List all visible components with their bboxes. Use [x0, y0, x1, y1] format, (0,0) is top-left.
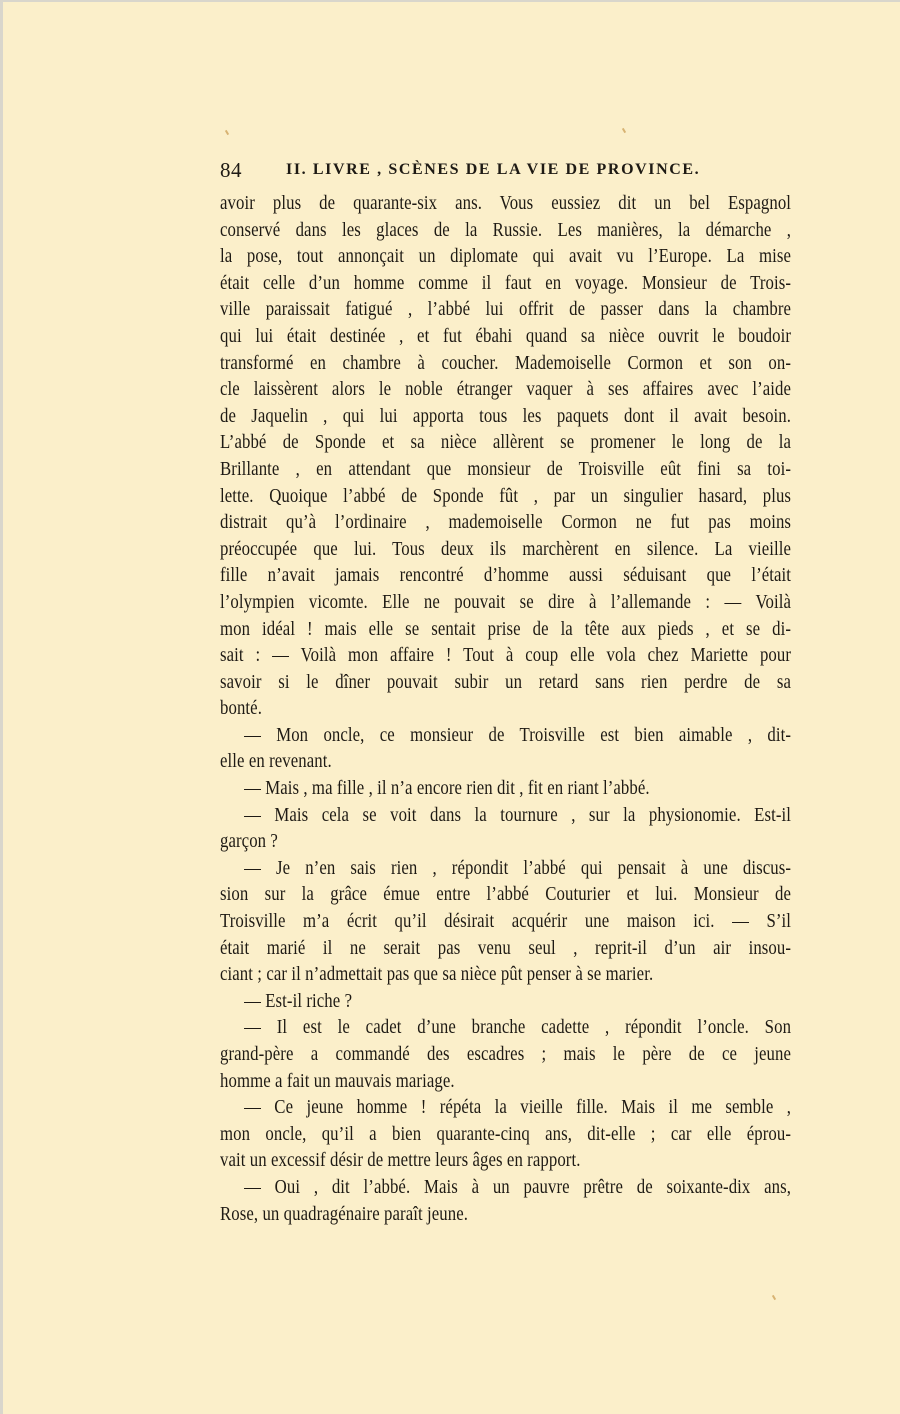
paper-speck — [622, 128, 626, 133]
running-head: II. LIVRE , SCÈNES DE LA VIE DE PROVINCE. — [286, 161, 701, 178]
paragraph — [220, 191, 791, 723]
text-line: l’olympien vicomte. Elle ne pouvait se dire à l’allemande : — Voilà — [220, 591, 792, 613]
text-line: — Mais cela se voit dans la tournure , sur la physionomie. Est-il — [244, 804, 792, 826]
text-line: préoccupée que lui. Tous deux ils marchèrent en silence. La vieille — [220, 538, 792, 560]
text-line: Troisville m’a écrit qu’il désirait acquérir une maison ici. — S’il — [220, 911, 792, 933]
text-line: Brillante , en attendant que monsieur de Troisville eût fini sa toi- — [220, 458, 792, 480]
paragraph — [220, 1095, 791, 1175]
paper-speck — [772, 1295, 776, 1300]
text-line: avoir plus de quarante-six ans. Vous eussiez dit un bel Espagnol — [220, 193, 792, 214]
page-header — [220, 158, 795, 184]
paragraph — [220, 803, 791, 856]
paragraph — [220, 723, 791, 776]
text-line: — Je n’en sais rien , répondit l’abbé qui pensait à une discus- — [244, 857, 792, 879]
text-line: sion sur la grâce émue entre l’abbé Couturier et lui. Monsieur de — [220, 884, 792, 906]
text-line: garçon ? — [220, 831, 278, 853]
text-line: — Ce jeune homme ! répéta la vieille fille. Mais il me semble , — [244, 1097, 792, 1119]
text-line: ciant ; car il n’admettait pas que sa nièce pût penser à se marier. — [220, 964, 654, 986]
text-line: — Il est le cadet d’une branche cadette , répondit l’oncle. Son — [244, 1017, 792, 1039]
text-line: savoir si le dîner pouvait subir un retard sans rien perdre de sa — [220, 671, 792, 693]
text-line: distrait qu’à l’ordinaire , mademoiselle Cormon ne fut pas moins — [220, 512, 792, 534]
text-line: grand-père a commandé des escadres ; mais le père de ce jeune — [220, 1044, 792, 1065]
text-line: ville paraissait fatigué , l’abbé lui offrit de passer dans la chambre — [220, 299, 792, 321]
page-number: 84 — [220, 158, 242, 182]
text-line: était marié il ne serait pas venu seul , reprit-il d’un air insou- — [220, 937, 792, 959]
paragraph — [220, 989, 791, 1016]
text-line: de Jaquelin , qui lui apporta tous les paquets dont il avait besoin. — [220, 405, 792, 427]
text-line: conservé dans les glaces de la Russie. Les manières, la démarche , — [220, 219, 792, 241]
text-line: mon idéal ! mais elle se sentait prise de la tête aux pieds , et se di- — [220, 618, 792, 640]
text-line: était celle d’un homme comme il faut en voyage. Monsieur de Trois- — [220, 272, 792, 294]
text-line: bonté. — [220, 698, 262, 720]
paragraph — [220, 1175, 791, 1228]
paper-speck — [225, 130, 229, 135]
paragraph — [220, 1015, 791, 1095]
text-line: L’abbé de Sponde et sa nièce allèrent se promener le long de la — [220, 432, 792, 454]
text-line: — Mais , ma fille , il n’a encore rien dit , fit en riant l’abbé. — [244, 778, 650, 800]
text-line: vait un excessif désir de mettre leurs âges en rapport. — [220, 1150, 581, 1172]
text-line: — Mon oncle, ce monsieur de Troisville est bien aimable , dit- — [244, 724, 792, 746]
text-line: — Est-il riche ? — [244, 990, 353, 1012]
paragraph — [220, 856, 791, 989]
text-line: qui lui était destinée , et fut ébahi quand sa nièce ouvrit le boudoir — [220, 325, 792, 347]
text-line: Rose, un quadragénaire paraît jeune. — [220, 1203, 469, 1225]
text-line: transformé en chambre à coucher. Mademoiselle Cormon et son on- — [220, 352, 792, 374]
text-line: homme a fait un mauvais mariage. — [220, 1070, 455, 1092]
text-line: mon oncle, qu’il a bien quarante-cinq ans, dit-elle ; car elle éprou- — [220, 1123, 792, 1145]
text-line: lette. Quoique l’abbé de Sponde fût , par un singulier hasard, plus — [220, 485, 792, 507]
text-line: elle en revenant. — [220, 751, 332, 773]
text-line: cle laissèrent alors le noble étranger vaquer à ses affaires avec l’aide — [220, 379, 792, 401]
text-line: fille n’avait jamais rencontré d’homme aussi séduisant que l’était — [220, 565, 792, 587]
text-line: la pose, tout annonçait un diplomate qui avait vu l’Europe. La mise — [220, 246, 792, 268]
paragraph — [220, 776, 791, 803]
body-text — [220, 191, 791, 1228]
text-line: — Oui , dit l’abbé. Mais à un pauvre prêtre de soixante-dix ans, — [244, 1176, 792, 1198]
text-line: sait : — Voilà mon affaire ! Tout à coup elle vola chez Mariette pour — [220, 645, 792, 667]
